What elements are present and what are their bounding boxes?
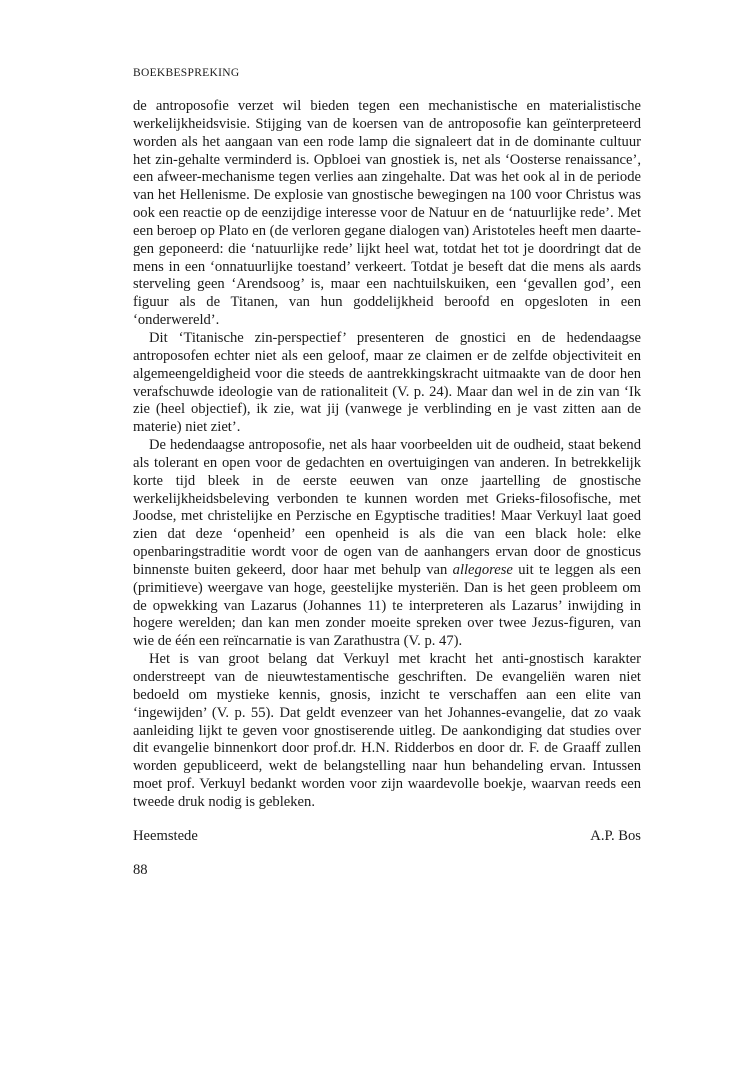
page-number: 88 [133, 861, 148, 878]
paragraph-1-text: de antroposofie verzet wil bieden tegen een mechanistische en materialistische werkelijkheidsvisie. Stijging van de koersen van de antroposofie kan geïnterpreteerd worden als het aangaan van een rode lamp die signaleert dat in de dominante cultuur het zin-gehalte verminderd is. Opbloei van gnostiek is, net als ‘Oosterse renaissance’, een afweer-mechanisme tegen verlies aan zingehalte. Dat was het ook al in de periode van het Hellenisme. De explosie van gnostische bewegingen na 100 voor Christus was ook een reactie op de eenzijdige interesse voor de Natuur en de ‘natuurlijke rede’. Met een beroep op Plato en (de verloren gegane dialogen van) Aristoteles heeft men daartegen geponeerd: die ‘natuurlijke rede’ lijkt heel wat, totdat het tot je doordringt dat de mens in een ‘onnatuurlijke toestand’ verkeert. Totdat je beseft dat die mens als aards sterveling geen ‘Arendsoog’ is, maar een nachtuilskuiken, een ‘gevallen god’, een figuur als de Titanen, van hun goddelijkheid beroofd en opgesloten in een ‘onderwereld’. [133, 98, 641, 329]
paragraph-4 [133, 651, 641, 812]
page [133, 66, 641, 879]
paragraph-3-emphasis: allegorese [452, 561, 513, 578]
paragraph-2 [133, 330, 641, 437]
paragraph-1 [133, 98, 641, 330]
running-head: BOEKBESPREKING [133, 67, 240, 79]
signature-line [133, 827, 641, 845]
paragraph-4-text: Het is van groot belang dat Verkuyl met kracht het anti-gnostisch karakter onderstreept van de nieuwtestamentische geschriften. De evangeliën waren niet bedoeld om mystieke kennis, gnosis, inzicht te verschaffen aan een elite van ‘ingewijden’ (V. p. 55). Dat geldt evenzeer van het Johannes-evangelie, dat zo vaak aanleiding lijkt te geven voor gnostiserende uitleg. De aankondiging dat studies over dit evangelie binnenkort door prof.dr. H.N. Ridderbos en door dr. F. de Graaff zullen worden gepubliceerd, wekt de belangstelling naar hun behandeling ervan. Intussen moet prof. Verkuyl bedankt worden voor zijn waardevolle boekje, waarvan reeds een tweede druk nodig is gebleken. [133, 651, 641, 810]
signature-place: Heemstede [133, 827, 198, 844]
signature-author: A.P. Bos [590, 827, 641, 844]
paragraph-3-text-after: uit te leggen als een (primitieve) weergave van hoge, geestelijke mysteriën. Dan is het geen probleem om de opwekking van Lazarus (Johannes 11) te interpreteren als Lazarus’ inwijding in hogere werelden; dan kan men zonder moeite spreken over twee Jezus-figuren, van wie de één een reïncarnatie is van Zarathustra (V. p. 47). [133, 561, 642, 650]
paragraph-2-text: Dit ‘Titanische zin-perspectief’ presenteren de gnostici en de hedendaagse antroposofen echter niet als een geloof, maar ze claimen er de zelfde objectiviteit en algemeengeldigheid voor die steeds de aantrekkingskracht uitmaakte van de door hen verafschuwde ideologie van de rationaliteit (V. p. 24). Maar dan wel in de zin van ‘Ik zie (heel objectief), ik zie, wat jij (vanwege je verblinding en je vast zitten aan de materie) niet ziet’. [133, 329, 641, 436]
paragraph-3-text-before: De hedendaagse antroposofie, net als haar voorbeelden uit de oudheid, staat bekend als tolerant en open voor de gedachten en overtuigingen van anderen. In betrekkelijk korte tijd bleek in de eerste eeuwen van onze jaartelling de gnostische werkelijkheidsbeleving verbonden te kunnen worden met Grieks-filosofische, met Joodse, met christelijke en Perzische en Egyptische tradities! Maar Verkuyl laat goed zien dat deze ‘openheid’ een openheid is als die van een black hole: elke openbaringstraditie wordt voor de ogen van de aanhangers ervan door de gnosticus binnenste buiten gekeerd, door haar met behulp van [133, 437, 641, 578]
paragraph-3 [133, 437, 641, 651]
